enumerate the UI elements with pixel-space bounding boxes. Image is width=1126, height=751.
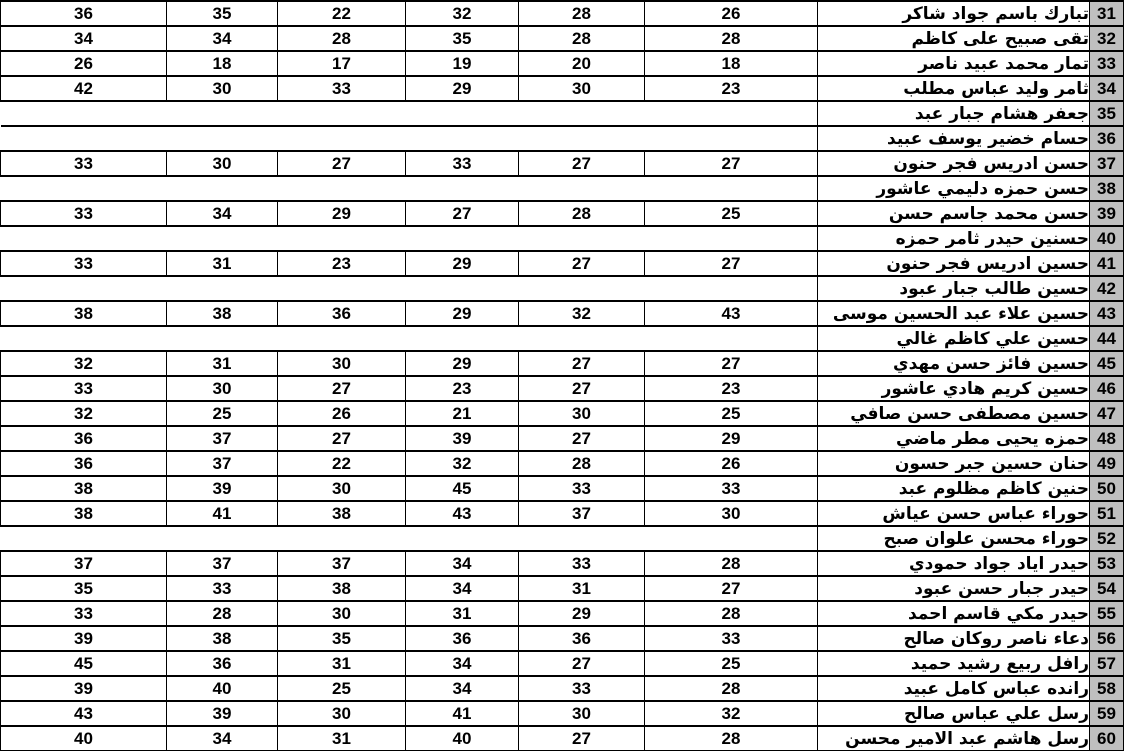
score-cell[interactable]: 36 [1,451,167,476]
score-cell[interactable] [167,526,278,551]
score-cell[interactable]: 22 [278,451,406,476]
student-name-cell[interactable]: حنين كاظم مظلوم عبد [818,476,1090,501]
table-row [1,376,1124,401]
score-cell[interactable]: 36 [519,626,645,651]
score-cell[interactable]: 30 [519,76,645,101]
score-cell[interactable]: 30 [519,401,645,426]
score-cell[interactable] [278,176,406,201]
row-number-cell[interactable]: 37 [1090,151,1124,176]
score-cell[interactable]: 27 [519,251,645,276]
score-cell[interactable]: 38 [1,301,167,326]
score-cell[interactable]: 39 [406,426,519,451]
student-name-cell[interactable]: حسام خضير يوسف عبيد [818,126,1090,151]
score-cell[interactable]: 32 [645,701,818,726]
table-row [1,476,1124,501]
table-row [1,426,1124,451]
score-cell[interactable]: 21 [406,401,519,426]
score-cell[interactable]: 31 [167,251,278,276]
score-cell[interactable]: 25 [278,676,406,701]
score-cell[interactable] [519,176,645,201]
table-row [1,726,1124,751]
score-cell[interactable] [645,276,818,301]
score-cell[interactable] [1,526,167,551]
table-row [1,351,1124,376]
score-cell[interactable]: 37 [167,551,278,576]
score-cell[interactable]: 28 [519,26,645,51]
score-cell[interactable]: 33 [645,626,818,651]
row-number-cell[interactable]: 32 [1090,26,1124,51]
score-cell[interactable] [406,226,519,251]
score-cell[interactable]: 17 [278,51,406,76]
row-number-cell[interactable]: 41 [1090,251,1124,276]
score-cell[interactable]: 40 [1,726,167,751]
score-cell[interactable]: 32 [519,301,645,326]
student-name-cell[interactable]: رسل علي عباس صالح [818,701,1090,726]
score-cell[interactable] [278,326,406,351]
score-cell[interactable]: 33 [1,601,167,626]
score-cell[interactable] [406,326,519,351]
row-number-cell[interactable]: 45 [1090,351,1124,376]
score-cell[interactable]: 25 [167,401,278,426]
table-row [1,201,1124,226]
score-cell[interactable]: 27 [278,151,406,176]
student-name-cell[interactable]: تبارك باسم جواد شاكر [818,1,1090,26]
score-cell[interactable] [1,176,167,201]
student-name-cell[interactable]: حنان حسين جبر حسون [818,451,1090,476]
score-cell[interactable]: 23 [645,76,818,101]
score-cell[interactable]: 30 [278,701,406,726]
score-cell[interactable]: 31 [278,726,406,751]
score-cell[interactable]: 27 [519,726,645,751]
score-cell[interactable]: 38 [1,501,167,526]
score-cell[interactable]: 34 [406,551,519,576]
score-cell[interactable] [406,176,519,201]
score-cell[interactable] [1,226,167,251]
row-number-cell[interactable]: 46 [1090,376,1124,401]
score-cell[interactable]: 39 [1,626,167,651]
table-row [1,501,1124,526]
score-cell[interactable]: 26 [1,51,167,76]
score-cell[interactable]: 20 [519,51,645,76]
row-number-cell[interactable]: 51 [1090,501,1124,526]
row-number-cell[interactable]: 60 [1090,726,1124,751]
row-number-cell[interactable]: 33 [1090,51,1124,76]
student-name-cell[interactable]: دعاء ناصر روكان صالح [818,626,1090,651]
score-cell[interactable]: 30 [167,151,278,176]
row-number-cell[interactable]: 49 [1090,451,1124,476]
score-cell[interactable]: 32 [1,351,167,376]
student-name-cell[interactable]: رسل هاشم عبد الامير محسن [818,726,1090,751]
table-row [1,1,1124,26]
score-cell[interactable]: 38 [278,501,406,526]
score-cell[interactable] [519,101,645,126]
score-cell[interactable]: 26 [278,401,406,426]
score-cell[interactable]: 36 [1,426,167,451]
score-cell[interactable] [278,126,406,151]
row-number-cell[interactable]: 47 [1090,401,1124,426]
score-cell[interactable]: 25 [645,201,818,226]
score-cell[interactable]: 33 [1,151,167,176]
score-cell[interactable]: 36 [1,1,167,26]
table-row [1,76,1124,101]
score-cell[interactable] [519,526,645,551]
score-cell[interactable] [645,101,818,126]
table-row [1,601,1124,626]
score-cell[interactable]: 25 [645,651,818,676]
score-cell[interactable] [167,126,278,151]
score-cell[interactable]: 29 [406,351,519,376]
score-cell[interactable]: 33 [1,201,167,226]
score-cell[interactable]: 36 [167,651,278,676]
score-cell[interactable]: 26 [645,451,818,476]
table-row [1,451,1124,476]
student-name-cell[interactable]: حيدر مكي قاسم احمد [818,601,1090,626]
score-cell[interactable]: 37 [167,426,278,451]
score-cell[interactable]: 34 [406,576,519,601]
score-cell[interactable] [406,101,519,126]
row-number-cell[interactable]: 53 [1090,551,1124,576]
row-number-cell[interactable]: 44 [1090,326,1124,351]
score-cell[interactable] [167,326,278,351]
student-name-cell[interactable]: حيدر جبار حسن عبود [818,576,1090,601]
score-cell[interactable]: 18 [167,51,278,76]
row-number-cell[interactable]: 39 [1090,201,1124,226]
score-cell[interactable]: 43 [645,301,818,326]
student-name-cell[interactable]: حسن محمد جاسم حسن [818,201,1090,226]
row-number-cell[interactable]: 36 [1090,126,1124,151]
score-cell[interactable] [519,126,645,151]
score-cell[interactable]: 28 [645,726,818,751]
score-cell[interactable]: 33 [519,476,645,501]
score-cell[interactable] [167,276,278,301]
score-cell[interactable]: 34 [167,201,278,226]
score-cell[interactable]: 30 [278,476,406,501]
score-cell[interactable]: 28 [519,1,645,26]
score-cell[interactable]: 34 [406,651,519,676]
score-cell[interactable]: 23 [278,251,406,276]
score-cell[interactable]: 33 [1,376,167,401]
score-cell[interactable]: 41 [167,501,278,526]
row-number-cell[interactable]: 34 [1090,76,1124,101]
score-cell[interactable]: 28 [645,551,818,576]
score-cell[interactable]: 37 [278,551,406,576]
row-number-cell[interactable]: 35 [1090,101,1124,126]
score-cell[interactable]: 26 [645,1,818,26]
score-cell[interactable]: 36 [406,626,519,651]
score-cell[interactable]: 34 [167,726,278,751]
score-cell[interactable]: 28 [278,26,406,51]
table-row [1,626,1124,651]
score-cell[interactable]: 29 [519,601,645,626]
table-row [1,651,1124,676]
score-cell[interactable] [1,276,167,301]
student-name-cell[interactable]: رافل ربيع رشيد حميد [818,651,1090,676]
row-number-cell[interactable]: 42 [1090,276,1124,301]
score-cell[interactable]: 38 [167,301,278,326]
score-cell[interactable]: 37 [167,451,278,476]
student-name-cell[interactable]: تقى صبيح على كاظم [818,26,1090,51]
score-cell[interactable]: 29 [278,201,406,226]
score-cell[interactable] [278,101,406,126]
student-name-cell[interactable]: حسين فائز حسن مهدي [818,351,1090,376]
score-cell[interactable]: 43 [406,501,519,526]
score-cell[interactable] [167,226,278,251]
student-name-cell[interactable]: تمار محمد عبيد ناصر [818,51,1090,76]
student-name-cell[interactable]: حيدر اياد جواد حمودي [818,551,1090,576]
table-row [1,701,1124,726]
score-cell[interactable]: 31 [406,601,519,626]
score-cell[interactable]: 30 [645,501,818,526]
table-row [1,126,1124,151]
score-cell[interactable] [645,126,818,151]
score-cell[interactable]: 28 [519,201,645,226]
student-name-cell[interactable]: حسين كريم هادي عاشور [818,376,1090,401]
score-cell[interactable]: 35 [167,1,278,26]
score-cell[interactable] [1,326,167,351]
score-cell[interactable]: 31 [278,651,406,676]
score-cell[interactable] [1,101,167,126]
score-cell[interactable]: 39 [1,676,167,701]
score-cell[interactable]: 29 [645,426,818,451]
score-cell[interactable]: 32 [406,451,519,476]
score-cell[interactable]: 38 [278,576,406,601]
table-row [1,226,1124,251]
score-cell[interactable]: 38 [1,476,167,501]
student-name-cell[interactable]: حوراء محسن علوان صبح [818,526,1090,551]
score-cell[interactable]: 27 [645,251,818,276]
score-cell[interactable] [645,326,818,351]
score-cell[interactable]: 32 [1,401,167,426]
score-cell[interactable]: 28 [645,676,818,701]
score-cell[interactable]: 42 [1,76,167,101]
row-number-cell[interactable]: 48 [1090,426,1124,451]
score-cell[interactable]: 29 [406,76,519,101]
score-cell[interactable]: 34 [406,676,519,701]
score-cell[interactable]: 23 [645,376,818,401]
row-number-cell[interactable]: 57 [1090,651,1124,676]
score-cell[interactable]: 27 [645,576,818,601]
row-number-cell[interactable]: 43 [1090,301,1124,326]
score-cell[interactable]: 30 [167,376,278,401]
student-name-cell[interactable]: حوراء عباس حسن عياش [818,501,1090,526]
table-row [1,576,1124,601]
score-cell[interactable]: 40 [167,676,278,701]
score-cell[interactable]: 30 [519,701,645,726]
score-cell[interactable]: 33 [406,151,519,176]
score-cell[interactable]: 40 [406,726,519,751]
score-cell[interactable]: 31 [519,576,645,601]
score-cell[interactable]: 37 [519,501,645,526]
row-number-cell[interactable]: 59 [1090,701,1124,726]
score-cell[interactable]: 41 [406,701,519,726]
student-name-cell[interactable]: رانده عباس كامل عبيد [818,676,1090,701]
score-cell[interactable]: 25 [645,401,818,426]
student-name-cell[interactable]: حسين مصطفى حسن صافي [818,401,1090,426]
row-number-cell[interactable]: 52 [1090,526,1124,551]
table-row [1,51,1124,76]
score-cell[interactable] [406,126,519,151]
score-cell[interactable]: 30 [278,601,406,626]
score-cell[interactable]: 37 [1,551,167,576]
table-row [1,276,1124,301]
score-cell[interactable]: 35 [278,626,406,651]
student-name-cell[interactable]: حمزه يحيى مطر ماضي [818,426,1090,451]
score-cell[interactable]: 27 [278,376,406,401]
score-cell[interactable]: 28 [645,601,818,626]
score-cell[interactable]: 45 [1,651,167,676]
score-cell[interactable]: 27 [519,376,645,401]
table-row [1,101,1124,126]
score-cell[interactable] [278,226,406,251]
score-cell[interactable]: 33 [167,576,278,601]
score-cell[interactable] [519,326,645,351]
row-number-cell[interactable]: 40 [1090,226,1124,251]
table-row [1,151,1124,176]
score-cell[interactable]: 22 [278,1,406,26]
student-name-cell[interactable]: حسن ادريس فجر حنون [818,151,1090,176]
score-cell[interactable] [167,176,278,201]
student-name-cell[interactable]: جعفر هشام جبار عبد [818,101,1090,126]
score-cell[interactable]: 43 [1,701,167,726]
table-row [1,251,1124,276]
score-cell[interactable]: 30 [167,76,278,101]
student-name-cell[interactable]: حسين ادريس فجر حنون [818,251,1090,276]
score-cell[interactable]: 29 [406,301,519,326]
row-number-cell[interactable]: 54 [1090,576,1124,601]
score-cell[interactable] [278,526,406,551]
score-cell[interactable] [1,126,167,151]
score-cell[interactable]: 31 [167,351,278,376]
score-cell[interactable]: 28 [645,26,818,51]
score-cell[interactable] [645,176,818,201]
score-cell[interactable]: 33 [519,551,645,576]
score-cell[interactable]: 27 [278,426,406,451]
score-cell[interactable]: 27 [406,201,519,226]
row-number-cell[interactable]: 31 [1090,1,1124,26]
table-row [1,176,1124,201]
score-cell[interactable]: 35 [1,576,167,601]
row-number-cell[interactable]: 38 [1090,176,1124,201]
score-cell[interactable]: 18 [645,51,818,76]
score-cell[interactable] [167,101,278,126]
table-row [1,551,1124,576]
score-cell[interactable]: 33 [278,76,406,101]
score-cell[interactable]: 28 [519,451,645,476]
table-row [1,676,1124,701]
score-cell[interactable]: 32 [406,1,519,26]
score-cell[interactable] [406,276,519,301]
score-cell[interactable]: 33 [1,251,167,276]
score-cell[interactable]: 27 [519,426,645,451]
score-cell[interactable]: 33 [519,676,645,701]
score-cell[interactable]: 36 [278,301,406,326]
score-cell[interactable]: 33 [645,476,818,501]
score-cell[interactable]: 27 [519,651,645,676]
table-row [1,326,1124,351]
student-name-cell[interactable]: حسين علي كاظم غالي [818,326,1090,351]
score-cell[interactable]: 27 [645,351,818,376]
score-cell[interactable]: 35 [406,26,519,51]
score-cell[interactable]: 34 [1,26,167,51]
score-cell[interactable] [519,226,645,251]
table-row [1,401,1124,426]
table-row [1,26,1124,51]
score-cell[interactable] [278,276,406,301]
score-cell[interactable]: 45 [406,476,519,501]
score-cell[interactable]: 30 [278,351,406,376]
student-name-cell[interactable]: ثامر وليد عباس مطلب [818,76,1090,101]
table-row [1,526,1124,551]
score-cell[interactable]: 38 [167,626,278,651]
student-name-cell[interactable]: حسنين حيدر ثامر حمزه [818,226,1090,251]
row-number-cell[interactable]: 58 [1090,676,1124,701]
row-number-cell[interactable]: 55 [1090,601,1124,626]
student-name-cell[interactable]: حسين علاء عبد الحسين موسى [818,301,1090,326]
score-cell[interactable]: 34 [167,26,278,51]
score-cell[interactable] [406,526,519,551]
score-cell[interactable]: 39 [167,701,278,726]
score-cell[interactable]: 29 [406,251,519,276]
score-cell[interactable]: 27 [519,351,645,376]
student-name-cell[interactable]: حسن حمزه دليمي عاشور [818,176,1090,201]
score-cell[interactable]: 27 [519,151,645,176]
score-cell[interactable] [519,276,645,301]
score-cell[interactable]: 19 [406,51,519,76]
score-cell[interactable]: 39 [167,476,278,501]
row-number-cell[interactable]: 50 [1090,476,1124,501]
score-cell[interactable]: 23 [406,376,519,401]
score-cell[interactable]: 28 [167,601,278,626]
table-row [1,301,1124,326]
score-cell[interactable] [645,226,818,251]
student-name-cell[interactable]: حسين طالب جبار عبود [818,276,1090,301]
score-cell[interactable]: 27 [645,151,818,176]
row-number-cell[interactable]: 56 [1090,626,1124,651]
score-cell[interactable] [645,526,818,551]
